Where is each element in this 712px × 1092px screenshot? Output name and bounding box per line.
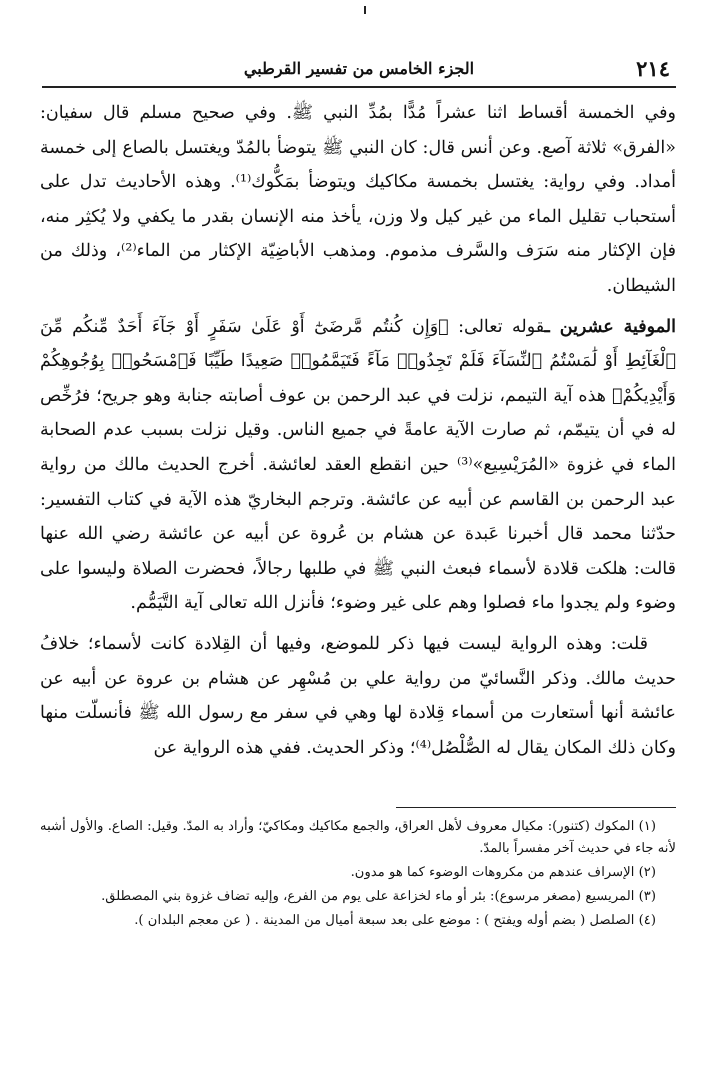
page-header: [42, 56, 676, 88]
footnote-1: (١) المكوك (كتنور): مكيال معروف لأهل العراق، والجمع مكاكيك ومكاكيّ؛ وأراد به المدّ. وقيل: الصاع. والأول أشبه لأنه جاء في حديث آخر مفسراً بالمدّ.: [40, 819, 676, 856]
paragraph-1: وفي الخمسة أقساط اثنا عشراً مُدًّا بمُدِّ النبي ﷺ. وفي صحيح مسلم قال سفيان: «الفرق» ثلاثة آصع. وعن أنس قال: كان النبي ﷺ يتوضأ بالمُدّ ويغتسل بالصاع إلى خمسة أمداد. وفي رواية: يغتسل بخمسة مكاكيك ويتوضأ بمَكُّوك⁽¹⁾. وهذه الأحاديث تدل على أستحباب تقليل الماء من غير كيل ولا وزن، يأخذ منه الإنسان بقدر ما يكفي ولا يُكثِر منه، فإن الإكثار منه سَرَف والسَّرف مذموم. ومذهب الأباضِيّة الإكثار من الماء⁽²⁾، وذلك من الشيطان.: [40, 103, 676, 296]
footnotes: [40, 816, 676, 934]
paragraph-2-rest: هذه آية التيمم، نزلت في عبد الرحمن بن عوف أصابته جنابة وهو جريح؛ فرُخِّص له في أن يتيمّم، ثم صارت الآية عامةً في جميع الناس. وقيل نزلت بسبب عدم الصحابة الماء في غزوة «المُرَيْسِيع»⁽³⁾ حين انقطع العقد لعائشة. أخرج الحديث مالك من رواية عبد الرحمن بن القاسم عن أبيه عن عائشة. وترجم البخاريّ هذه الآية في كتاب التفسير: حدّثنا محمد قال أخبرنا عَبدة عن هشام بن عُروة عن أبيه عن عائشة رضي الله عنها قالت: هلكت قلادة لأسماء فبعث النبي ﷺ في طلبها رجالاً، فحضرت الصلاة وليسوا على وضوء ولم يجدوا ماء فصلوا وهم على غير وضوء؛ فأنزل الله تعالى آية التَّيَمُّم.: [40, 385, 677, 614]
footnote-3: (٣) المريسيع (مصغر مرسوع): بئر أو ماء لخزاعة على يوم من الفرع، وإليه تضاف غزوة بني المصطلق.: [101, 889, 656, 904]
main-text: [40, 96, 676, 765]
top-mark: [364, 6, 366, 14]
paragraph-2-intro: قوله تعالى:: [448, 316, 545, 337]
paragraph-2: [40, 310, 676, 621]
footnote-2: (٢) الإسراف عندهم من مكروهات الوضوء كما هو مدون.: [350, 865, 656, 880]
quran-verse: ﴿وَإِن كُنتُم مَّرضَىٰٓ أَوْ عَلَىٰ سَفَرٍ أَوْ جَآءَ أَحَدٌ مِّنكُم مِّنَ ٱلْغَآئِطِ أَوْ لَٰمَسْتُمُ ٱلنِّسَآءَ فَلَمْ تَجِدُوا۟ مَآءً فَتَيَمَّمُوا۟ صَعِيدًا طَيِّبًا فَٱمْسَحُوا۟ بِوُجُوهِكُمْ وَأَيْدِيكُمْ﴾: [40, 316, 676, 406]
page-number: ٢١٤: [636, 56, 670, 81]
footnote-4: (٤) الصلصل ( بضم أوله ويفتح ) : موضع على بعد سبعة أميال من المدينة . ( عن معجم البلدان ).: [134, 913, 656, 928]
running-title: الجزء الخامس من تفسير القرطبي: [243, 59, 475, 78]
footnote-divider: [396, 807, 676, 808]
paragraph-3: قلت: وهذه الرواية ليست فيها ذكر للموضع، وفيها أن القِلادة كانت لأسماء؛ خلافُ حديث مالك. وذكر النَّسائيّ من رواية علي بن مُسْهِر عن هشام بن عروة عن أبيه عن عائشة أنها أستعارت من أسماء قِلادة لها وهي في سفر مع رسول الله ﷺ فأنسلّت منها وكان ذلك المكان يقال له الصُّلْصُل⁽⁴⁾؛ وذكر الحديث. ففي هذه الرواية عن: [40, 633, 676, 758]
section-label: الموفية عشرين ـ: [544, 316, 676, 337]
